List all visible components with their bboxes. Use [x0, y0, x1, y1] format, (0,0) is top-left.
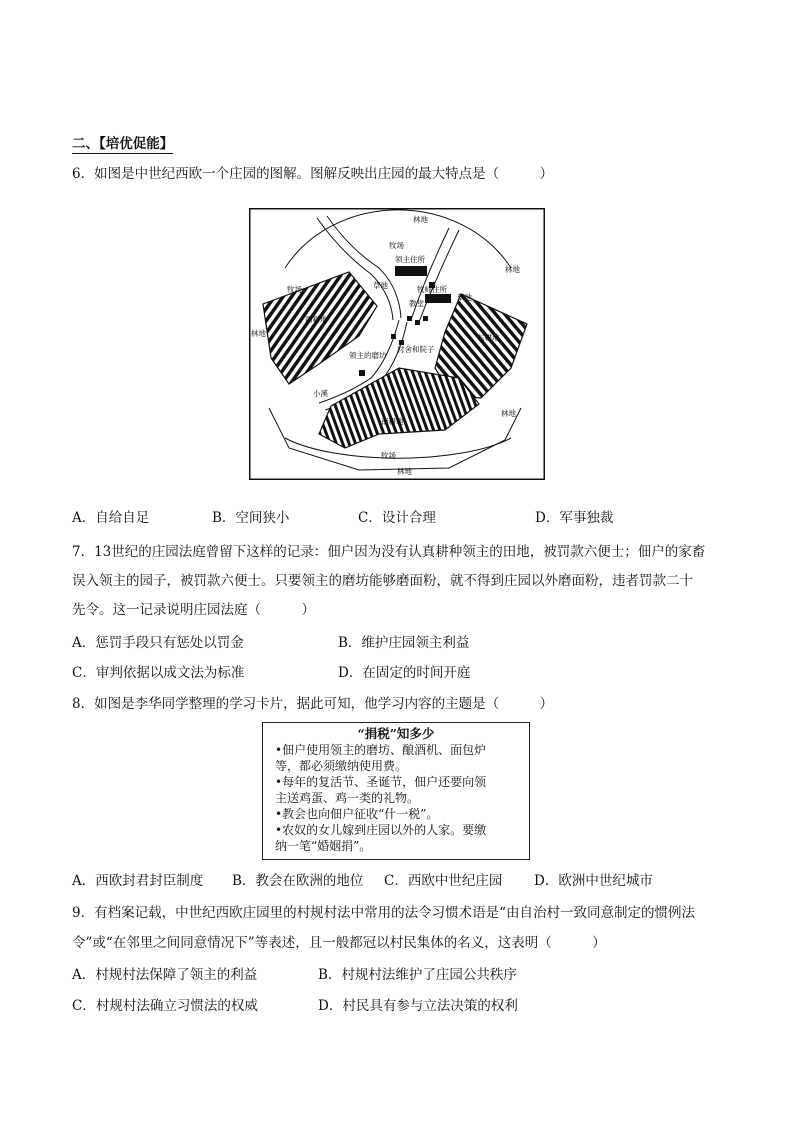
q7-option-c[interactable]: C．审判依据以成文法为标准 [72, 665, 245, 681]
study-card-line: 等，都必须缴纳使用费。 [275, 759, 408, 773]
q9-option-c[interactable]: C．村规村法确立习惯法的权威 [72, 998, 258, 1014]
q7-option-a[interactable]: A．惩罚手段只有惩处以罚金 [72, 635, 244, 651]
q6-option-c[interactable]: C．设计合理 [358, 510, 436, 526]
q9-option-a[interactable]: A．村规村法保障了领主的利益 [72, 967, 258, 983]
study-card-line: •每年的复活节、圣诞节，佃户还要向领 [275, 775, 487, 789]
q7-line-2: 误入领主的园子，被罚款六便士。只要领主的磨坊能够磨面粉，就不得到庄园以外磨面粉，违者罚款二十 [72, 573, 693, 589]
q6-stem: 6．如图是中世纪西欧一个庄园的图解。图解反映出庄园的最大特点是（ ） [72, 166, 554, 182]
q6-option-d[interactable]: D．军事独裁 [535, 510, 614, 526]
q7-option-b[interactable]: B．维护庄园领主利益 [338, 635, 470, 651]
map-label-pasture-bottom: 牧场 [381, 451, 396, 460]
map-label-forest-left: 林地 [251, 329, 266, 338]
study-card-line: 纳一笔“婚姻捐”。 [275, 839, 372, 853]
q7-option-d[interactable]: D．在固定的时间开庭 [338, 665, 471, 681]
q9-line-1: 9．有档案记载，中世纪西欧庄园里的村规村法中常用的法令习惯术语是“由自治村一致同意制定的惯例法 [72, 905, 695, 921]
q6-option-b[interactable]: B．空间狭小 [212, 510, 290, 526]
study-card [262, 722, 530, 860]
study-card-line: •教会也向佃户征收“什一税”。 [275, 807, 439, 821]
map-label-pasture-top: 牧场 [389, 241, 404, 250]
q9-option-d[interactable]: D．村民具有参与立法决策的权利 [318, 998, 518, 1014]
q8-option-b[interactable]: B．教会在欧洲的地位 [232, 873, 364, 889]
study-card-line: •佃户使用领主的磨坊、酿酒机、面包炉 [275, 743, 487, 757]
map-label-forest-right: 林地 [505, 265, 520, 274]
map-label-south-field: 南耕地 [381, 417, 404, 426]
q9-line-2: 令”或“在邻里之间同意情况下”等表述，且一般都冠以村民集体的名义，这表明（ ） [72, 935, 606, 951]
q8-option-c[interactable]: C．西欧中世纪庄园 [384, 873, 503, 889]
map-label-meadow-right: 草地 [457, 293, 472, 302]
q7-line-1: 7．13世纪的庄园法庭曾留下这样的记录：佃户因为没有认真耕种领主的田地，被罚款六便士；佃户的家畜 [72, 544, 706, 560]
q7-line-3: 先令。这一记录说明庄园法庭（ ） [72, 602, 315, 618]
study-card-line: •农奴的女儿嫁到庄园以外的人家。要缴 [275, 823, 487, 837]
map-label-lord-house: 领主住所 [395, 255, 425, 264]
map-label-meadow-left: 草地 [373, 281, 388, 290]
map-label-forest-top: 林地 [413, 215, 428, 224]
map-label-village: 村舍和院子 [397, 345, 435, 354]
map-label-east-field: 东耕地 [477, 333, 500, 342]
map-label-pasture-left: 牧场 [287, 285, 302, 294]
map-label-priest-house: 牧师住所 [417, 285, 447, 294]
q8-option-d[interactable]: D．欧洲中世纪城市 [534, 873, 653, 889]
q9-option-b[interactable]: B．村规村法维护了庄园公共秩序 [318, 967, 517, 983]
study-card-line: 主送鸡蛋、鸡一类的礼物。 [275, 791, 420, 805]
map-label-forest-right2: 林地 [501, 409, 516, 418]
section-title: 二、【培优促能】 [72, 136, 174, 152]
map-label-creek: 小溪 [313, 389, 328, 398]
map-label-church: 教堂 [409, 299, 424, 308]
study-card-title: “捐税”知多少 [357, 726, 435, 741]
q8-stem: 8．如图是李华同学整理的学习卡片，据此可知，他学习内容的主题是（ ） [72, 696, 554, 712]
map-label-mill: 领主的磨坊 [349, 351, 387, 360]
manor-map [249, 208, 545, 480]
q8-option-a[interactable]: A．西欧封君封臣制度 [72, 873, 204, 889]
map-label-forest-bottom: 林地 [397, 467, 412, 476]
study-card-body [263, 742, 529, 854]
q6-option-a[interactable]: A．自给自足 [72, 510, 150, 526]
map-label-west-field: 西耕地 [305, 315, 328, 324]
